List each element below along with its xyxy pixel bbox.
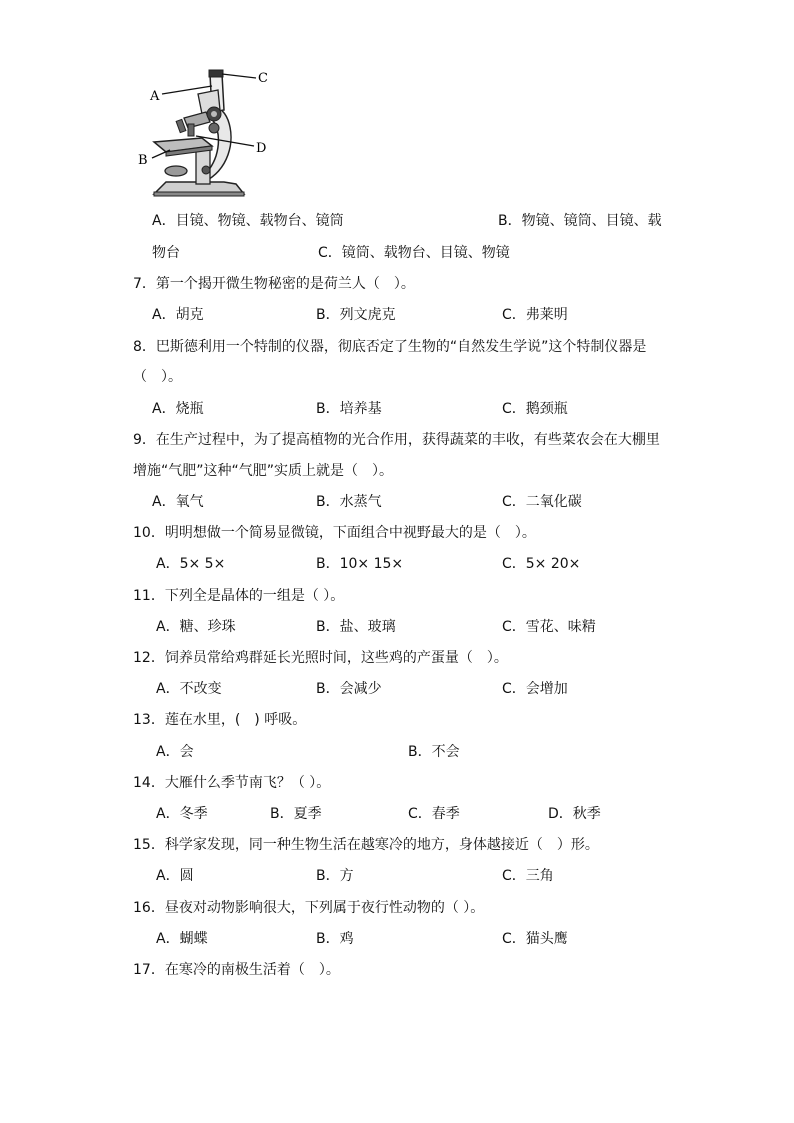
q6-option-b-continued: 物台 (152, 245, 180, 261)
figure-label-b: B (138, 153, 148, 168)
q13-option-a: A．会 (156, 744, 194, 760)
q12-option-c: C．会增加 (502, 681, 568, 697)
q7-option-a: A．胡克 (152, 307, 204, 323)
q16-stem: 16．昼夜对动物影响很大，下列属于夜行性动物的（ ）。 (133, 900, 485, 916)
q10-option-c: C．5× 20× (502, 556, 581, 572)
q11-option-a: A．糖、珍珠 (156, 619, 236, 635)
q6-option-b: B．物镜、镜筒、目镜、载 (498, 213, 662, 229)
q14-option-c: C．春季 (408, 806, 460, 822)
q16-option-b: B．鸡 (316, 931, 354, 947)
q9-stem: 9．在生产过程中，为了提高植物的光合作用，获得蔬菜的丰收，有些菜农会在大棚里 (133, 432, 660, 448)
q13-stem: 13．莲在水里，( ) 呼吸。 (133, 712, 307, 728)
q8-stem: 8．巴斯德利用一个特制的仪器，彻底否定了生物的“自然发生学说”这个特制仪器是 (133, 339, 647, 355)
q7-option-c: C．弗莱明 (502, 307, 568, 323)
q15-option-c: C．三角 (502, 868, 554, 884)
q14-option-b: B．夏季 (270, 806, 322, 822)
q6-option-c: C．镜筒、载物台、目镜、物镜 (318, 245, 510, 261)
q9-option-c: C．二氧化碳 (502, 494, 582, 510)
q17-stem: 17．在寒冷的南极生活着（ ）。 (133, 962, 340, 978)
figure-label-c: C (258, 71, 268, 86)
q11-option-b: B．盐、玻璃 (316, 619, 396, 635)
q15-stem: 15．科学家发现，同一种生物生活在越寒冷的地方，身体越接近（ ）形。 (133, 837, 599, 853)
q12-option-a: A．不改变 (156, 681, 222, 697)
q16-option-a: A．蝴蝶 (156, 931, 208, 947)
q12-option-b: B．会减少 (316, 681, 382, 697)
q9-stem-continued: 增施“气肥”这种“气肥”实质上就是（ ）。 (133, 463, 394, 479)
q7-stem: 7．第一个揭开微生物秘密的是荷兰人（ ）。 (133, 276, 415, 292)
q14-option-d: D．秋季 (548, 806, 601, 822)
q8-option-c: C．鹅颈瓶 (502, 401, 568, 417)
q10-stem: 10．明明想做一个简易显微镜，下面组合中视野最大的是（ ）。 (133, 525, 536, 541)
microscope-figure (132, 66, 282, 202)
q14-option-a: A．冬季 (156, 806, 208, 822)
q8-option-b: B．培养基 (316, 401, 382, 417)
figure-label-d: D (256, 141, 267, 156)
q8-stem-continued: （ ）。 (133, 369, 182, 385)
q15-option-a: A．圆 (156, 868, 194, 884)
q9-option-a: A．氧气 (152, 494, 204, 510)
figure-label-a: A (150, 89, 160, 104)
q11-option-c: C．雪花、味精 (502, 619, 596, 635)
q10-option-b: B．10× 15× (316, 556, 404, 572)
q8-option-a: A．烧瓶 (152, 401, 204, 417)
q13-option-b: B．不会 (408, 744, 460, 760)
q15-option-b: B．方 (316, 868, 354, 884)
q12-stem: 12．饲养员常给鸡群延长光照时间，这些鸡的产蛋量（ ）。 (133, 650, 508, 666)
q16-option-c: C．猫头鹰 (502, 931, 568, 947)
q14-stem: 14．大雁什么季节南飞？（ ）。 (133, 775, 331, 791)
q6-option-a: A．目镜、物镜、载物台、镜筒 (152, 213, 344, 229)
q11-stem: 11．下列全是晶体的一组是（ ）。 (133, 588, 345, 604)
q9-option-b: B．水蒸气 (316, 494, 382, 510)
q7-option-b: B．列文虎克 (316, 307, 396, 323)
q10-option-a: A．5× 5× (156, 556, 226, 572)
